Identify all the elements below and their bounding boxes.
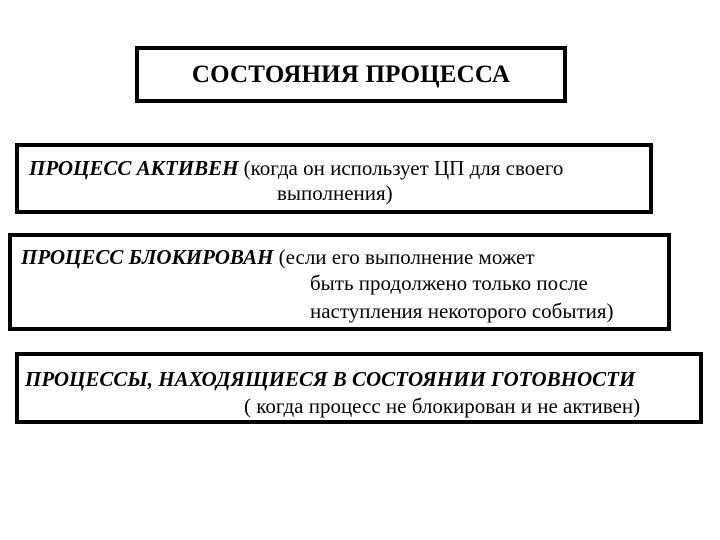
state-box-ready [15,352,703,424]
state-box-blocked [8,233,671,331]
state-blocked-desc-1: (если его выполнение может [273,245,535,269]
state-blocked-desc-3: наступления некоторого события) [310,299,614,323]
slide-title: СОСТОЯНИЯ ПРОЦЕССА [191,60,511,88]
state-box-active [15,143,653,214]
title-box [135,46,567,103]
state-blocked-heading: ПРОЦЕСС БЛОКИРОВАН [21,245,274,269]
state-active-desc-1: (когда он использует ЦП для своего [238,156,564,180]
state-active-line-1 [29,155,563,181]
state-active-heading: ПРОЦЕСС АКТИВЕН [29,156,239,180]
state-ready-desc: ( когда процесс не блокирован и не активен) [244,394,641,418]
state-ready-heading: ПРОЦЕССЫ, НАХОДЯЩИЕСЯ В СОСТОЯНИИ ГОТОВНОСТИ [25,367,636,391]
state-active-desc-2: выполнения) [277,181,393,205]
state-blocked-line-1 [21,244,535,270]
state-blocked-desc-2: быть продолжено только после [310,271,588,295]
